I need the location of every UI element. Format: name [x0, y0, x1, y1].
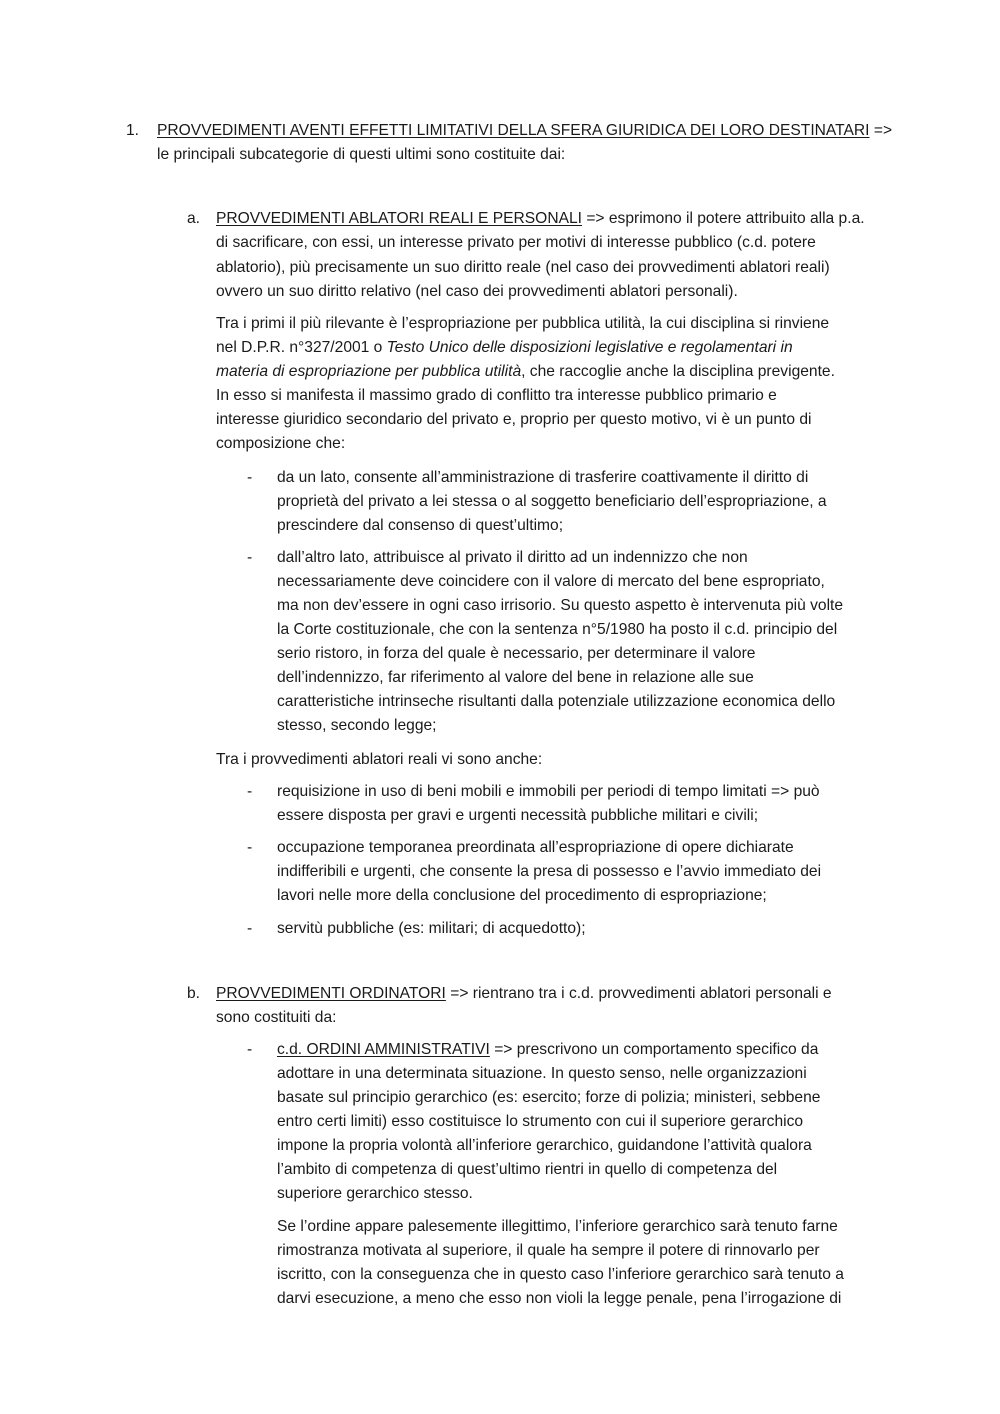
item-a-para2-line: In esso si manifesta il massimo grado di conflitto tra interesse pubblico primario e [216, 387, 777, 404]
item-b-heading-tail: => rientrano tra i c.d. provvedimenti ablatori personali e [445, 985, 832, 1002]
bullet-2-line: la Corte costituzionale, che con la sentenza n°5/1980 ha posto il c.d. principio del [277, 621, 838, 638]
item-b-bullet-heading [277, 1038, 818, 1062]
item-a-para2-text: nel D.P.R. n°327/2001 o [216, 339, 387, 356]
bullet-2-line: stesso, secondo legge; [277, 717, 437, 734]
item-b-heading-text: PROVVEDIMENTI ORDINATORI [216, 985, 446, 1002]
item-b-bullet-line: entro certi limiti) esso costituisce lo strumento con cui il superiore gerarchico [277, 1113, 804, 1130]
bullet-4-line: occupazione temporanea preordinata all’espropriazione di opere dichiarate [277, 839, 794, 856]
item-a-line: ovvero un suo diritto relativo (nel caso dei provvedimenti ablatori personali). [216, 283, 738, 300]
bullet-1-line: proprietà del privato a lei stessa o al soggetto beneficiario dell’espropriazione, a [277, 493, 827, 510]
item-a-para2-line [216, 336, 793, 360]
bullet-dash: - [247, 839, 253, 856]
item-a-line: ablatorio), più precisamente un suo diritto reale (nel caso dei provvedimenti ablatori reali) [216, 259, 830, 276]
bullet-2-line: necessariamente deve coincidere con il valore di mercato del bene espropriato, [277, 573, 825, 590]
item-a-para2-line: composizione che: [216, 435, 346, 452]
bullet-dash: - [247, 469, 253, 486]
ordini-amministrativi-heading: c.d. ORDINI AMMINISTRATIVI [277, 1041, 490, 1058]
bullet-2-line: dall’altro lato, attribuisce al privato il diritto ad un indennizzo che non [277, 549, 748, 566]
bullet-4-line: lavori nelle more della conclusione del procedimento di espropriazione; [277, 887, 767, 904]
item-b-line: sono costituiti da: [216, 1009, 337, 1026]
item-a-heading [216, 207, 865, 231]
item-b-para2-line: iscritto, con la conseguenza che in questo caso l’inferiore gerarchico sarà tenuto a [277, 1266, 844, 1283]
item-a-marker: a. [187, 210, 201, 227]
section-1-marker: 1. [126, 122, 140, 139]
item-b-heading [216, 982, 832, 1006]
item-b-para2-line: Se l’ordine appare palesemente illegittimo, l’inferiore gerarchico sarà tenuto farne [277, 1218, 838, 1235]
bullet-2-line: serio ristoro, in forza del quale è necessario, per determinare il valore [277, 645, 756, 662]
bullet-2-line: dell’indennizzo, far riferimento al valore del bene in relazione alle sue [277, 669, 754, 686]
bullet-dash: - [247, 920, 253, 937]
item-a-line: di sacrificare, con essi, un interesse privato per motivi di interesse pubblico (c.d. potere [216, 234, 816, 251]
item-a-para2-line: interesse giuridico secondario del privato e, proprio per questo motivo, vi è un punto di [216, 411, 812, 428]
section-1-heading [157, 119, 892, 143]
item-b-bullet-line: impone la propria volontà all’inferiore gerarchico, guidandone l’attività qualora [277, 1137, 812, 1154]
bullet-2-line: ma non dev’essere in ogni caso irrisorio. Su questo aspetto è intervenuta più volte [277, 597, 844, 614]
bullet-dash: - [247, 1041, 253, 1058]
bullet-3-line: essere disposta per gravi e urgenti necessità pubbliche militari e civili; [277, 807, 759, 824]
item-b-bullet-line: adottare in una determinata situazione. In questo senso, nelle organizzazioni [277, 1065, 807, 1082]
bullet-dash: - [247, 549, 253, 566]
item-a-para2-italic: Testo Unico delle disposizioni legislative e regolamentari in [386, 339, 793, 356]
bullet-4-line: indifferibili e urgenti, che consente la presa di possesso e l’avvio immediato dei [277, 863, 822, 880]
bullet-dash: - [247, 783, 253, 800]
item-a-para2-line [216, 360, 835, 384]
item-b-marker: b. [187, 985, 201, 1002]
item-b-bullet-line: basate sul principio gerarchico (es: esercito; forze di polizia; ministeri, sebbene [277, 1089, 821, 1106]
item-b-bullet-line: superiore gerarchico stesso. [277, 1185, 473, 1202]
item-b-bullet-line: l’ambito di competenza di quest’ultimo rientri in quello di competenza del [277, 1161, 778, 1178]
bullet-1-line: prescindere dal consenso di quest’ultimo; [277, 517, 564, 534]
section-1-heading-tail: => [869, 122, 893, 139]
ordini-amministrativi-tail: => prescrivono un comportamento specifico da [489, 1041, 819, 1058]
item-a-para3: Tra i provvedimenti ablatori reali vi sono anche: [216, 751, 543, 768]
section-1-intro: le principali subcategorie di questi ultimi sono costituite dai: [157, 146, 566, 163]
item-b-para2-line: darvi esecuzione, a meno che esso non violi la legge penale, pena l’irrogazione di [277, 1290, 842, 1307]
item-a-para2-line: Tra i primi il più rilevante è l’espropriazione per pubblica utilità, la cui disciplina si rinviene [216, 315, 830, 332]
item-a-para2-italic: materia di espropriazione per pubblica utilità [216, 363, 522, 380]
item-b-para2-line: rimostranza motivata al superiore, il quale ha sempre il potere di rinnovarlo per [277, 1242, 820, 1259]
bullet-3-line: requisizione in uso di beni mobili e immobili per periodi di tempo limitati => può [277, 783, 820, 800]
bullet-2-line: caratteristiche intrinseche risultanti dalla potenziale utilizzazione economica dello [277, 693, 836, 710]
section-1-heading-text: PROVVEDIMENTI AVENTI EFFETTI LIMITATIVI DELLA SFERA GIURIDICA DEI LORO DESTINATARI [157, 122, 870, 139]
item-a-para2-text: , che raccoglie anche la disciplina previgente. [521, 363, 835, 380]
item-a-heading-tail: => esprimono il potere attribuito alla p.a. [581, 210, 865, 227]
bullet-5-line: servitù pubbliche (es: militari; di acquedotto); [277, 920, 586, 937]
bullet-1-line: da un lato, consente all’amministrazione di trasferire coattivamente il diritto di [277, 469, 809, 486]
item-a-heading-text: PROVVEDIMENTI ABLATORI REALI E PERSONALI [216, 210, 582, 227]
